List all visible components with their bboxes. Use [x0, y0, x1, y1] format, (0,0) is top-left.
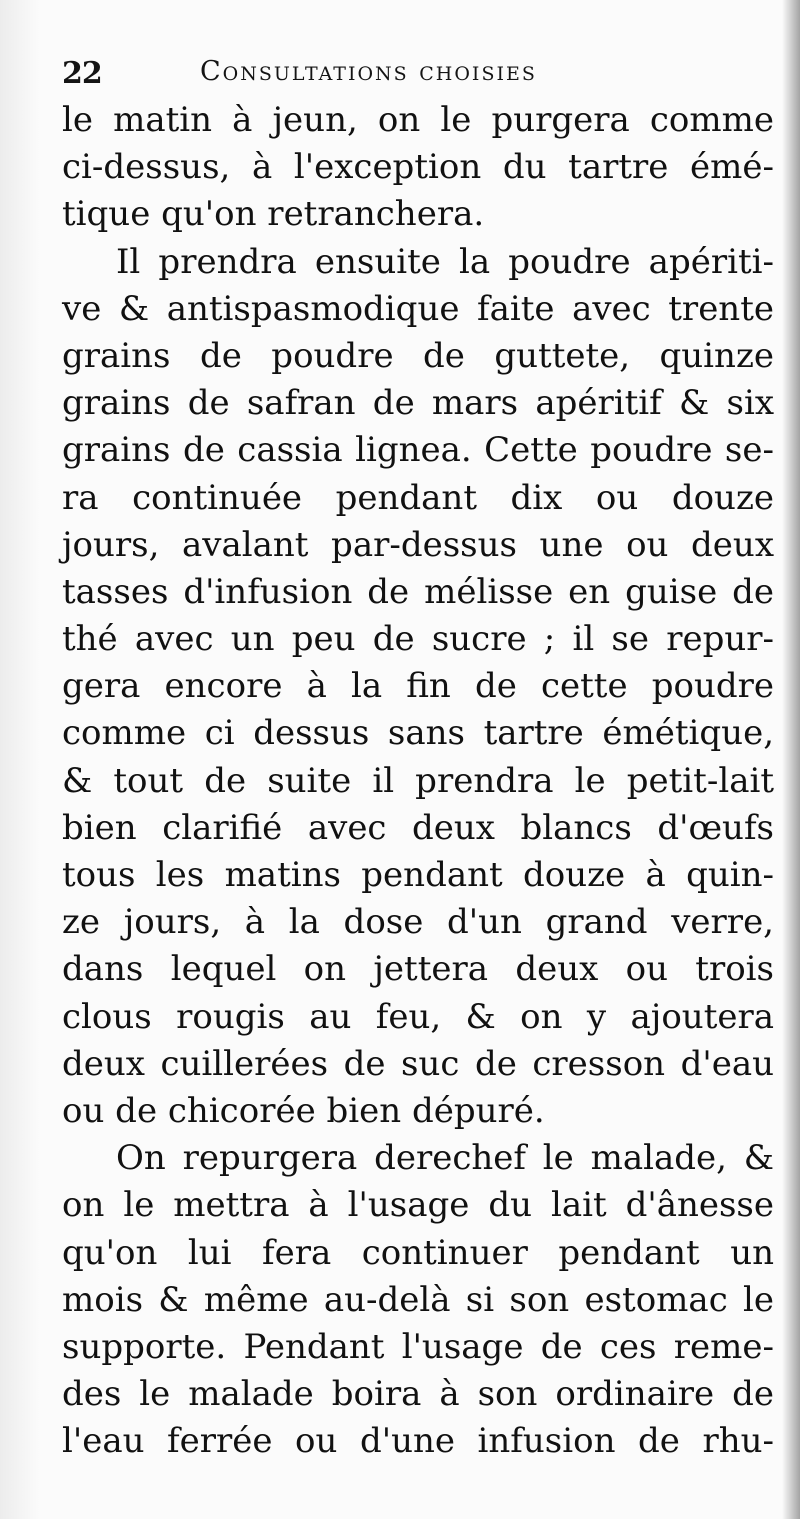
page-number: 22 [62, 56, 102, 91]
text-line: qu'on lui fera continuer pendant un [62, 1232, 774, 1273]
running-head-title: Consultations choisies [200, 56, 537, 87]
text-line: dans lequel on jettera deux ou trois [62, 949, 774, 990]
text-line: supporte. Pendant l'usage de ces reme- [62, 1326, 774, 1367]
text-line: clous rougis au feu, & on y ajoutera [62, 996, 774, 1037]
text-line: comme ci dessus sans tartre émétique, [62, 713, 774, 754]
text-line: jours, avalant par-dessus une ou deux [62, 524, 774, 565]
running-head [62, 52, 762, 96]
text-line: tous les matins pendant douze à quin- [62, 855, 774, 895]
text-line: on le mettra à l'usage du lait d'ânesse [62, 1185, 774, 1226]
text-line: tasses d'infusion de mélisse en guise de [62, 571, 774, 612]
page-edge-shadow [782, 0, 800, 1519]
text-line: ci-dessus, à l'exception du tartre émé- [62, 147, 774, 188]
text-line: gera encore à la fin de cette poudre [62, 666, 774, 707]
text-line: mois & même au-delà si son estomac le [62, 1279, 774, 1320]
text-line: grains de cassia lignea. Cette poudre se- [62, 430, 774, 471]
text-line: grains de poudre de guttete, quinze [62, 335, 774, 376]
text-line: grains de safran de mars apéritif & six [62, 383, 774, 424]
text-line: deux cuillerées de suc de cresson d'eau [62, 1043, 774, 1084]
text-line: ze jours, à la dose d'un grand verre, [62, 902, 774, 943]
text-line: ra continuée pendant dix ou douze [62, 477, 774, 518]
text-line: ve & antispasmodique faite avec trente [62, 288, 774, 329]
text-line: l'eau ferrée ou d'une infusion de rhu- [62, 1421, 774, 1462]
text-line: Il prendra ensuite la poudre apériti- [116, 241, 774, 282]
page-margin-shading [0, 0, 40, 1519]
text-line: le matin à jeun, on le purgera comme [62, 100, 774, 140]
text-line: & tout de suite il prendra le petit-lait [62, 760, 774, 801]
text-line: bien clarifié avec deux blancs d'œufs [62, 807, 774, 848]
text-line: On repurgera derechef le malade, & [116, 1138, 774, 1179]
text-line: ou de chicorée bien dépuré. [62, 1090, 545, 1131]
body-text [62, 97, 774, 1465]
text-line: tique qu'on retranchera. [62, 194, 485, 235]
text-line: thé avec un peu de sucre ; il se repur- [62, 619, 774, 660]
text-line: des le malade boira à son ordinaire de [62, 1374, 774, 1415]
